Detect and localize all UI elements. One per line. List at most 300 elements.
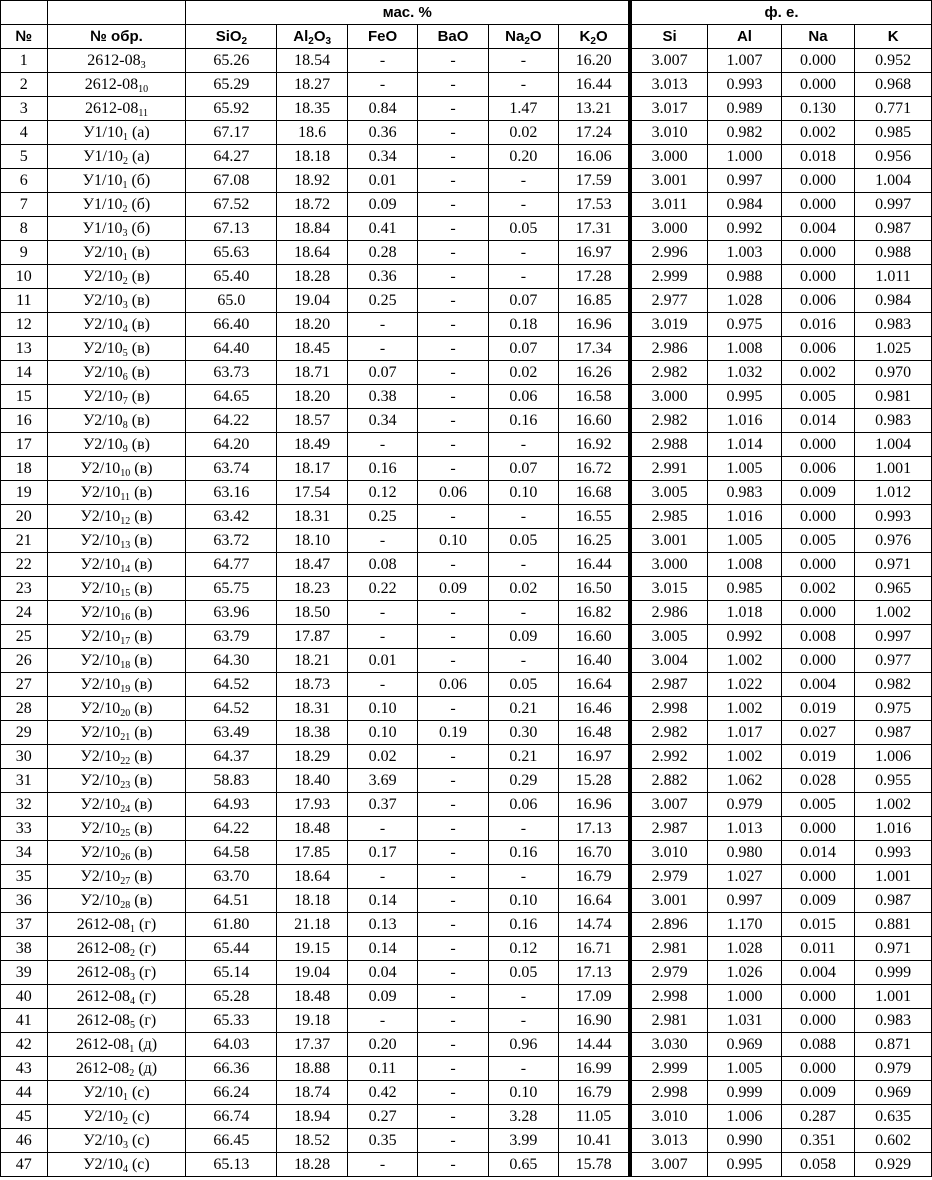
sample-sub: 3 — [122, 1139, 128, 1151]
value-cell: 63.72 — [186, 529, 277, 553]
value-cell: 0.981 — [855, 385, 932, 409]
row-number: 1 — [1, 49, 48, 73]
value-cell: 0.01 — [347, 649, 417, 673]
value-cell: 1.005 — [708, 529, 782, 553]
sample-sub: 18 — [120, 659, 131, 671]
sample-suffix: (в) — [127, 315, 150, 333]
value-cell: 18.18 — [277, 145, 347, 169]
value-cell: - — [347, 337, 417, 361]
sample-suffix: (д) — [134, 1059, 158, 1077]
value-cell: 16.97 — [559, 745, 630, 769]
value-cell: - — [418, 625, 488, 649]
value-cell: 1.001 — [855, 865, 932, 889]
value-cell: 16.64 — [559, 889, 630, 913]
value-cell: 0.29 — [488, 769, 558, 793]
sample-sub: 24 — [120, 803, 131, 815]
sample-base: У2/10 — [80, 459, 121, 477]
value-cell: 0.000 — [781, 1009, 855, 1033]
value-cell: - — [418, 985, 488, 1009]
value-cell: 2.977 — [630, 289, 708, 313]
sample-sub: 8 — [122, 419, 128, 431]
value-cell: 17.13 — [559, 961, 630, 985]
table-row — [1, 217, 932, 241]
value-cell: 0.84 — [347, 97, 417, 121]
header-col-9 — [855, 25, 932, 49]
value-cell: 0.10 — [418, 529, 488, 553]
sample-id — [47, 601, 186, 625]
value-cell: 0.006 — [781, 337, 855, 361]
value-cell: 16.48 — [559, 721, 630, 745]
header-col-tail: O — [313, 27, 326, 45]
sample-id — [47, 145, 186, 169]
sample-suffix: (в) — [130, 507, 153, 525]
sample-sub: 23 — [120, 779, 131, 791]
value-cell: 0.000 — [781, 601, 855, 625]
value-cell: 1.028 — [708, 937, 782, 961]
value-cell: 1.026 — [708, 961, 782, 985]
value-cell: 17.53 — [559, 193, 630, 217]
sample-base: 2612-08 — [87, 51, 141, 69]
column-header-row — [1, 25, 932, 49]
row-number: 24 — [1, 601, 48, 625]
sample-id — [47, 241, 186, 265]
value-cell: 18.28 — [277, 265, 347, 289]
table-row — [1, 1009, 932, 1033]
value-cell: 2.998 — [630, 697, 708, 721]
value-cell: 1.022 — [708, 673, 782, 697]
sample-sub: 10 — [138, 83, 149, 95]
sample-id — [47, 529, 186, 553]
value-cell: 3.001 — [630, 889, 708, 913]
header-col-base: BaO — [437, 27, 469, 45]
value-cell: 0.25 — [347, 505, 417, 529]
value-cell: - — [347, 73, 417, 97]
sample-id — [47, 697, 186, 721]
table-row — [1, 1129, 932, 1153]
sample-base: У2/10 — [80, 723, 121, 741]
value-cell: 64.30 — [186, 649, 277, 673]
header-col-4 — [488, 25, 558, 49]
value-cell: 1.008 — [708, 337, 782, 361]
value-cell: 0.028 — [781, 769, 855, 793]
table-row — [1, 649, 932, 673]
row-number: 40 — [1, 985, 48, 1009]
value-cell: 0.000 — [781, 1057, 855, 1081]
value-cell: 16.26 — [559, 361, 630, 385]
sample-sub: 2 — [130, 947, 136, 959]
value-cell: 1.002 — [708, 649, 782, 673]
value-cell: - — [488, 49, 558, 73]
value-cell: - — [347, 625, 417, 649]
value-cell: 18.28 — [277, 1153, 347, 1177]
value-cell: 16.72 — [559, 457, 630, 481]
value-cell: 0.10 — [488, 1081, 558, 1105]
value-cell: - — [418, 817, 488, 841]
value-cell: 0.07 — [347, 361, 417, 385]
table-row — [1, 49, 932, 73]
value-cell: 0.16 — [488, 409, 558, 433]
table-row — [1, 625, 932, 649]
group-mass-percent: мас. % — [186, 1, 630, 25]
value-cell: 16.82 — [559, 601, 630, 625]
sample-base: У2/10 — [80, 651, 121, 669]
value-cell: - — [418, 457, 488, 481]
value-cell: 18.64 — [277, 865, 347, 889]
row-number: 21 — [1, 529, 48, 553]
value-cell: 0.982 — [855, 673, 932, 697]
value-cell: 0.018 — [781, 145, 855, 169]
value-cell: 16.06 — [559, 145, 630, 169]
value-cell: - — [488, 817, 558, 841]
value-cell: 0.000 — [781, 505, 855, 529]
row-number: 18 — [1, 457, 48, 481]
sample-id — [47, 817, 186, 841]
table-row — [1, 313, 932, 337]
value-cell: 0.984 — [855, 289, 932, 313]
value-cell: 0.027 — [781, 721, 855, 745]
sample-base: У2/10 — [80, 675, 121, 693]
value-cell: - — [418, 961, 488, 985]
value-cell: 0.002 — [781, 121, 855, 145]
sample-base: У2/10 — [82, 243, 123, 261]
value-cell: 18.50 — [277, 601, 347, 625]
value-cell: 3.004 — [630, 649, 708, 673]
value-cell: 0.20 — [488, 145, 558, 169]
value-cell: - — [418, 49, 488, 73]
header-col-sub: 2 — [524, 35, 530, 47]
value-cell: - — [418, 841, 488, 865]
sample-sub: 4 — [130, 995, 136, 1007]
value-cell: 3.019 — [630, 313, 708, 337]
sample-base: У2/10 — [80, 891, 121, 909]
value-cell: 18.71 — [277, 361, 347, 385]
sample-base: 2612-08 — [84, 99, 139, 117]
value-cell: - — [347, 1009, 417, 1033]
group-header-row — [1, 1, 932, 25]
value-cell: - — [347, 529, 417, 553]
value-cell: 17.59 — [559, 169, 630, 193]
value-cell: 18.64 — [277, 241, 347, 265]
value-cell: - — [418, 361, 488, 385]
value-cell: 3.007 — [630, 793, 708, 817]
value-cell: 0.35 — [347, 1129, 417, 1153]
sample-sub: 19 — [120, 683, 131, 695]
table-row — [1, 505, 932, 529]
sample-suffix: (в) — [127, 339, 150, 357]
value-cell: - — [418, 265, 488, 289]
value-cell: 0.34 — [347, 145, 417, 169]
sample-suffix: (в) — [130, 867, 153, 885]
table-row — [1, 961, 932, 985]
value-cell: 3.007 — [630, 49, 708, 73]
value-cell: 1.003 — [708, 241, 782, 265]
row-number: 2 — [1, 73, 48, 97]
sample-id — [47, 769, 186, 793]
value-cell: 0.14 — [347, 889, 417, 913]
sample-suffix: (в) — [127, 387, 150, 405]
sample-base: У1/10 — [83, 147, 123, 165]
value-cell: 18.35 — [277, 97, 347, 121]
value-cell: 16.60 — [559, 625, 630, 649]
value-cell: 0.985 — [855, 121, 932, 145]
value-cell: 16.44 — [559, 553, 630, 577]
value-cell: 0.06 — [418, 481, 488, 505]
header-col-tail: O — [529, 27, 542, 45]
value-cell: 0.979 — [855, 1057, 932, 1081]
value-cell: 64.93 — [186, 793, 277, 817]
value-cell: 14.44 — [559, 1033, 630, 1057]
value-cell: 19.15 — [277, 937, 347, 961]
value-cell: 0.06 — [418, 673, 488, 697]
value-cell: 18.92 — [277, 169, 347, 193]
row-number: 12 — [1, 313, 48, 337]
value-cell: 2.987 — [630, 817, 708, 841]
value-cell: 0.987 — [855, 721, 932, 745]
value-cell: 65.28 — [186, 985, 277, 1009]
value-cell: 2.986 — [630, 601, 708, 625]
table-row — [1, 241, 932, 265]
value-cell: 0.36 — [347, 121, 417, 145]
value-cell: 18.40 — [277, 769, 347, 793]
sample-suffix: (в) — [130, 843, 153, 861]
sample-id — [47, 433, 186, 457]
value-cell: 2.988 — [630, 433, 708, 457]
sample-sub: 11 — [138, 107, 148, 119]
table-row — [1, 73, 932, 97]
value-cell: 2.982 — [630, 409, 708, 433]
value-cell: 3.000 — [630, 217, 708, 241]
value-cell: 3.000 — [630, 145, 708, 169]
value-cell: 18.45 — [277, 337, 347, 361]
sample-suffix: (в) — [130, 651, 153, 669]
header-col-base: Al — [736, 27, 752, 45]
value-cell: 0.016 — [781, 313, 855, 337]
value-cell: 1.008 — [708, 553, 782, 577]
value-cell: 0.287 — [781, 1105, 855, 1129]
value-cell: 0.980 — [708, 841, 782, 865]
header-col-base: Na — [808, 27, 828, 45]
value-cell: 0.019 — [781, 697, 855, 721]
value-cell: 63.16 — [186, 481, 277, 505]
value-cell: 0.19 — [418, 721, 488, 745]
value-cell: 18.10 — [277, 529, 347, 553]
value-cell: 65.33 — [186, 1009, 277, 1033]
sample-suffix: (г) — [135, 939, 157, 957]
value-cell: 0.22 — [347, 577, 417, 601]
row-number: 6 — [1, 169, 48, 193]
value-cell: 0.12 — [488, 937, 558, 961]
value-cell: 3.69 — [347, 769, 417, 793]
value-cell: - — [347, 433, 417, 457]
sample-base: У2/10 — [83, 1131, 123, 1149]
value-cell: 0.990 — [708, 1129, 782, 1153]
value-cell: 2.992 — [630, 745, 708, 769]
value-cell: 0.993 — [855, 841, 932, 865]
value-cell: 0.28 — [347, 241, 417, 265]
value-cell: - — [347, 817, 417, 841]
table-row — [1, 769, 932, 793]
header-col-base: FeO — [367, 27, 398, 45]
row-number: 26 — [1, 649, 48, 673]
value-cell: 16.20 — [559, 49, 630, 73]
value-cell: 0.07 — [488, 337, 558, 361]
sample-suffix: (в) — [130, 627, 153, 645]
value-cell: 67.13 — [186, 217, 277, 241]
value-cell: 64.58 — [186, 841, 277, 865]
value-cell: 63.73 — [186, 361, 277, 385]
value-cell: 0.38 — [347, 385, 417, 409]
value-cell: - — [418, 697, 488, 721]
sample-base: У2/10 — [83, 1107, 123, 1125]
row-number: 39 — [1, 961, 48, 985]
value-cell: 16.97 — [559, 241, 630, 265]
sample-sub: 5 — [130, 1019, 136, 1031]
row-number: 13 — [1, 337, 48, 361]
value-cell: 18.18 — [277, 889, 347, 913]
value-cell: - — [418, 169, 488, 193]
value-cell: - — [418, 553, 488, 577]
value-cell: 16.79 — [559, 865, 630, 889]
table-row — [1, 601, 932, 625]
value-cell: 0.08 — [347, 553, 417, 577]
sample-sub: 28 — [120, 899, 131, 911]
value-cell: 66.24 — [186, 1081, 277, 1105]
header-col-5 — [559, 25, 630, 49]
value-cell: - — [418, 1105, 488, 1129]
row-number: 14 — [1, 361, 48, 385]
value-cell: 16.90 — [559, 1009, 630, 1033]
value-cell: 63.70 — [186, 865, 277, 889]
value-cell: 16.55 — [559, 505, 630, 529]
value-cell: 0.771 — [855, 97, 932, 121]
header-col-7 — [708, 25, 782, 49]
header-corner-empty — [1, 1, 48, 25]
sample-base: 2612-08 — [75, 1059, 130, 1077]
sample-base: У2/10 — [80, 627, 121, 645]
value-cell: 0.993 — [855, 505, 932, 529]
header-col-8 — [781, 25, 855, 49]
sample-suffix: (в) — [127, 243, 150, 261]
sample-sub: 3 — [130, 971, 136, 983]
sample-base: У2/10 — [80, 819, 121, 837]
sample-suffix: (б) — [127, 195, 151, 213]
value-cell: 1.013 — [708, 817, 782, 841]
value-cell: 2.882 — [630, 769, 708, 793]
value-cell: 17.54 — [277, 481, 347, 505]
value-cell: 61.80 — [186, 913, 277, 937]
row-number: 42 — [1, 1033, 48, 1057]
table-row — [1, 697, 932, 721]
sample-suffix: (в) — [130, 675, 153, 693]
value-cell: 0.992 — [708, 217, 782, 241]
header-col-base: Si — [662, 27, 677, 45]
row-number: 33 — [1, 817, 48, 841]
value-cell: - — [418, 649, 488, 673]
sample-base: 2612-08 — [75, 1035, 130, 1053]
header-col-sub: 2 — [308, 35, 314, 47]
value-cell: - — [418, 1033, 488, 1057]
value-cell: 65.29 — [186, 73, 277, 97]
value-cell: 1.004 — [855, 433, 932, 457]
sample-id — [47, 1105, 186, 1129]
value-cell: 0.02 — [488, 121, 558, 145]
value-cell: - — [347, 673, 417, 697]
sample-base: У2/10 — [83, 1155, 123, 1173]
table-body — [1, 49, 932, 1177]
value-cell: 66.36 — [186, 1057, 277, 1081]
sample-id — [47, 265, 186, 289]
value-cell: 0.16 — [488, 841, 558, 865]
sample-suffix: (с) — [127, 1107, 150, 1125]
value-cell: 0.011 — [781, 937, 855, 961]
sample-id — [47, 841, 186, 865]
value-cell: 1.47 — [488, 97, 558, 121]
table-row — [1, 577, 932, 601]
sample-base: У2/10 — [82, 435, 123, 453]
value-cell: 0.12 — [347, 481, 417, 505]
sample-sub: 21 — [120, 731, 131, 743]
value-cell: 3.010 — [630, 1105, 708, 1129]
sample-suffix: (в) — [130, 459, 153, 477]
value-cell: 2.999 — [630, 1057, 708, 1081]
value-cell: 0.20 — [347, 1033, 417, 1057]
sample-id — [47, 793, 186, 817]
sample-sub: 4 — [122, 1163, 128, 1175]
value-cell: 64.22 — [186, 409, 277, 433]
value-cell: 0.975 — [855, 697, 932, 721]
value-cell: 2.991 — [630, 457, 708, 481]
value-cell: 18.6 — [277, 121, 347, 145]
value-cell: 16.50 — [559, 577, 630, 601]
value-cell: 1.000 — [708, 145, 782, 169]
row-number: 11 — [1, 289, 48, 313]
value-cell: 2.996 — [630, 241, 708, 265]
header-num: № — [1, 25, 48, 49]
value-cell: 0.976 — [855, 529, 932, 553]
table-row — [1, 1105, 932, 1129]
sample-id — [47, 505, 186, 529]
value-cell: 1.011 — [855, 265, 932, 289]
value-cell: 0.952 — [855, 49, 932, 73]
sample-base: У2/10 — [83, 1083, 123, 1101]
value-cell: 18.54 — [277, 49, 347, 73]
header-col-base: K — [887, 27, 899, 45]
sample-suffix: (в) — [130, 603, 153, 621]
value-cell: 1.006 — [708, 1105, 782, 1129]
sample-suffix: (г) — [135, 987, 157, 1005]
value-cell: 0.000 — [781, 49, 855, 73]
value-cell: - — [488, 1057, 558, 1081]
row-number: 27 — [1, 673, 48, 697]
value-cell: 16.99 — [559, 1057, 630, 1081]
sample-id — [47, 721, 186, 745]
sample-suffix: (в) — [127, 291, 150, 309]
sample-base: У2/10 — [80, 579, 121, 597]
value-cell: 0.06 — [488, 385, 558, 409]
sample-id — [47, 217, 186, 241]
row-number: 35 — [1, 865, 48, 889]
value-cell: - — [488, 553, 558, 577]
value-cell: 0.058 — [781, 1153, 855, 1177]
value-cell: 3.013 — [630, 1129, 708, 1153]
row-number: 4 — [1, 121, 48, 145]
value-cell: 3.007 — [630, 1153, 708, 1177]
value-cell: 18.73 — [277, 673, 347, 697]
value-cell: 0.96 — [488, 1033, 558, 1057]
sample-base: У2/10 — [80, 531, 121, 549]
value-cell: - — [418, 793, 488, 817]
value-cell: 16.92 — [559, 433, 630, 457]
